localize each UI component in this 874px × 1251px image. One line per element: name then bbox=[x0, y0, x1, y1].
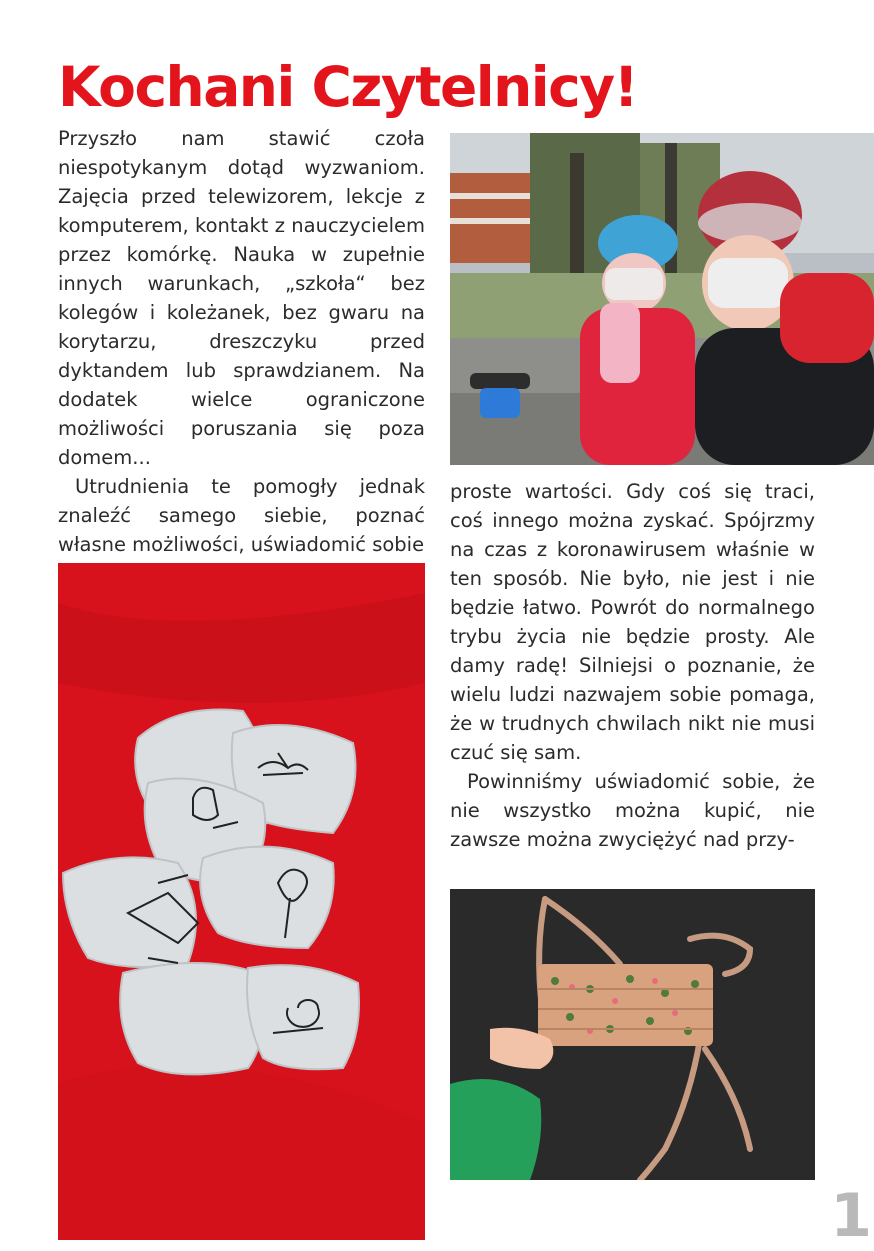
paragraph: Utrudnienia te pomogły jednak znaleźć samego siebie, poznać własne możliwości, uświadomić sobie bbox=[58, 475, 425, 556]
photo-floral-fabric-mask bbox=[450, 889, 815, 1180]
photo-hand-drawn-masks bbox=[58, 563, 425, 1240]
text-column-right bbox=[450, 477, 815, 854]
photo-child-and-father-in-masks bbox=[450, 133, 874, 465]
page-title: Kochani Czytelnicy! bbox=[58, 55, 638, 119]
page-number: 1 bbox=[830, 1181, 872, 1251]
paragraph: Powinniśmy uświadomić sobie, że nie wszystko można kupić, nie zawsze można zwyciężyć nad przy- bbox=[450, 770, 815, 851]
paragraph: Przyszło nam stawić czoła niespotykanym dotąd wyzwaniom. Zajęcia przed telewizorem, lekcje z komputerem, kontakt z nauczycielem przez komórkę. Nauka w zupełnie innych warunkach, „szkoła“ bez kolegów i koleżanek, bez gwaru na korytarzu, dreszczyku przed dyktandem lub sprawdzianem. Na dodatek wielce ograniczone możliwości poruszania się poza domem... bbox=[58, 127, 425, 469]
paragraph: proste wartości. Gdy coś się traci, coś innego można zyskać. Spójrzmy na czas z koronawirusem właśnie w ten sposób. Nie było, nie jest i nie będzie łatwo. Powrót do normalnego trybu życia nie będzie prosty. Ale damy radę! Silniejsi o poznanie, że wielu ludzi nazwajem sobie pomaga, że w trudnych chwilach nikt nie musi czuć się sam. bbox=[450, 480, 815, 764]
text-column-left bbox=[58, 124, 425, 559]
